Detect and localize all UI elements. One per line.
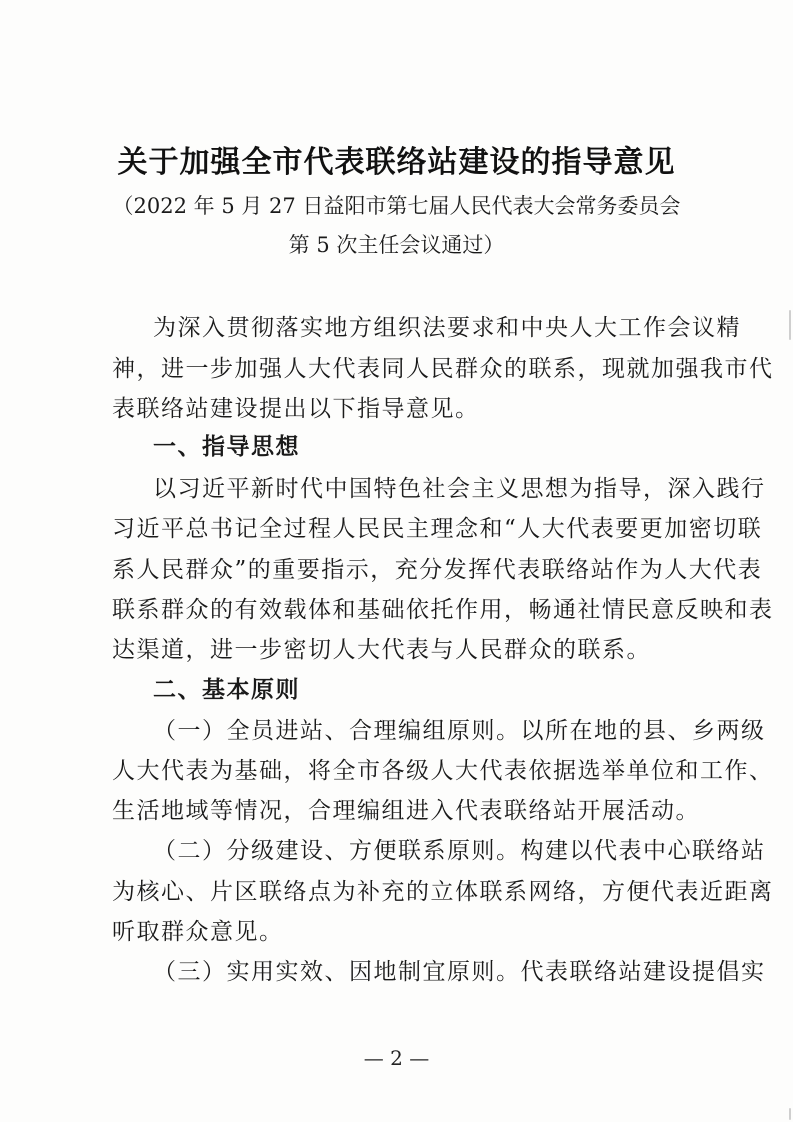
body-line: 为核心、片区联络点为补充的立体联系网络，方便代表近距离 [112,879,774,905]
body-line: 生活地域等情况，合理编组进入代表联络站开展活动。 [112,798,700,824]
body-line: 人大代表为基础，将全市各级人大代表依据选举单位和工作、 [112,758,774,784]
section-heading-guiding-ideology: 一、指导思想 [153,434,300,460]
document-subtitle-line1: （2022 年 5 月 27 日益阳市第七届人民代表大会常务委员会 [112,194,681,218]
body-line: 习近平总书记全过程人民民主理念和“人大代表要更加密切联 [112,516,763,542]
body-line: （二）分级建设、方便联系原则。构建以代表中心联络站 [153,838,766,864]
document-title: 关于加强全市代表联络站建设的指导意见 [117,145,676,180]
body-line: 以习近平新时代中国特色社会主义思想为指导，深入践行 [153,476,766,502]
body-line: （三）实用实效、因地制宜原则。代表联络站建设提倡实 [153,959,766,985]
section-heading-basic-principles: 二、基本原则 [153,677,300,703]
body-line: （一）全员进站、合理编组原则。以所在地的县、乡两级 [153,718,766,744]
body-line: 神，进一步加强人大代表同人民群众的联系，现就加强我市代 [112,356,774,382]
body-line: 表联络站建设提出以下指导意见。 [112,396,480,422]
body-line: 听取群众意见。 [112,919,284,945]
scan-artifact [789,1108,791,1120]
scan-artifact [789,310,791,340]
body-line: 达渠道，进一步密切人大代表与人民群众的联系。 [112,637,651,663]
body-line: 系人民群众”的重要指示，充分发挥代表联络站作为人大代表 [112,557,763,583]
page-number: — 2 — [363,1046,430,1070]
body-line: 为深入贯彻落实地方组织法要求和中央人大工作会议精 [153,315,741,341]
document-subtitle-line2: 第 5 次主任会议通过） [288,233,505,257]
body-line: 联系群众的有效载体和基础依托作用，畅通社情民意反映和表 [112,597,774,623]
